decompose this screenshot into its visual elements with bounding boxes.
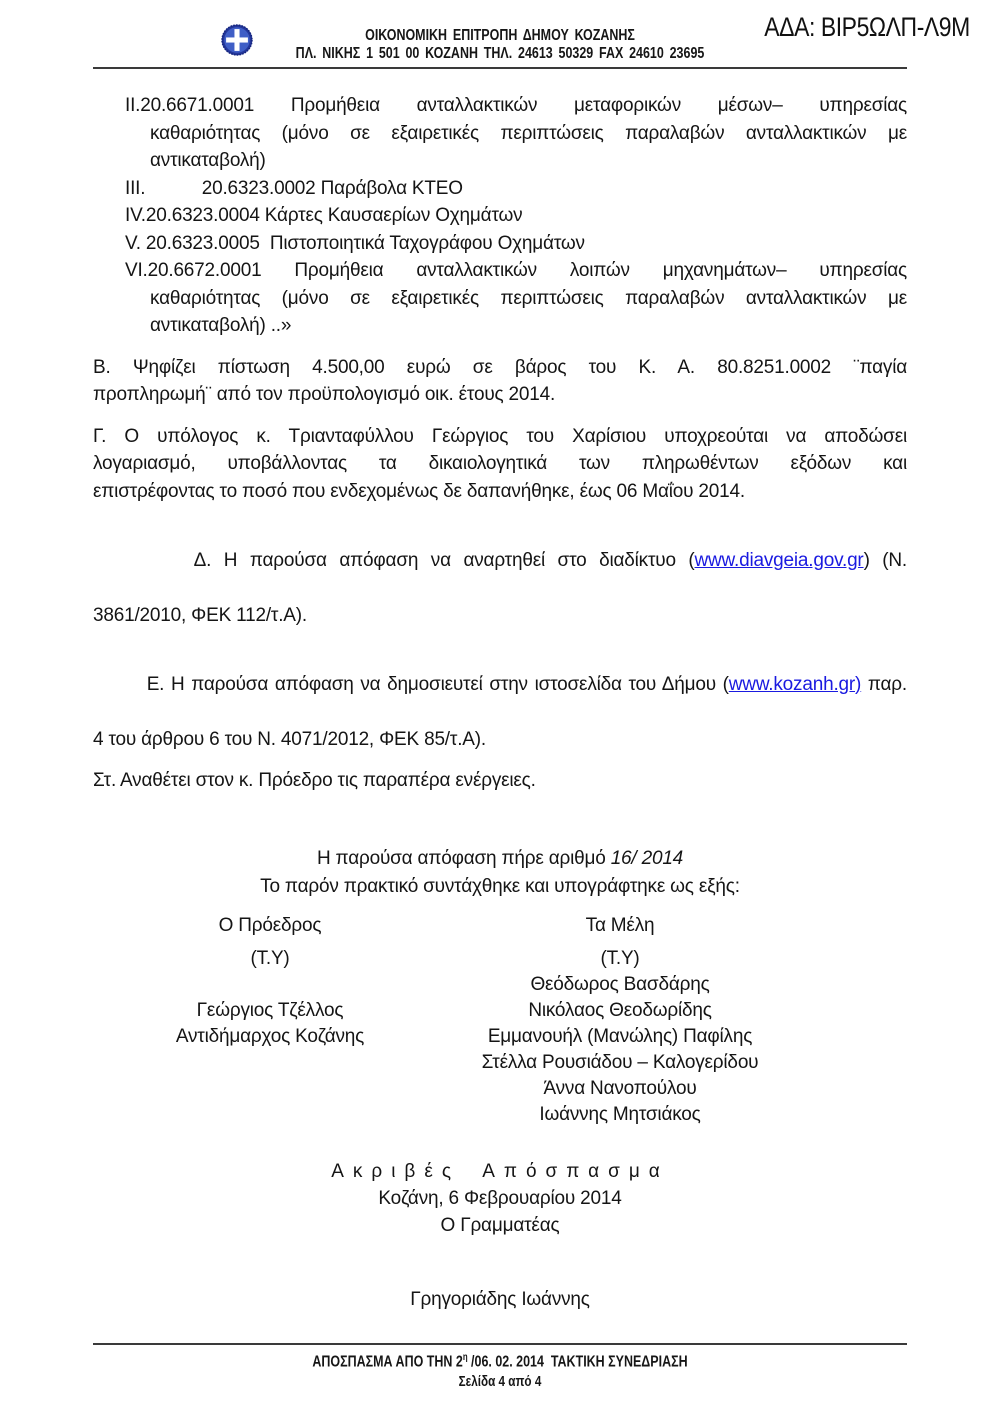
document-body bbox=[93, 92, 907, 1313]
members-list bbox=[400, 972, 840, 1128]
president-title: Ο Πρόεδρος bbox=[218, 914, 322, 936]
president-role: Αντιδήμαρχος Κοζάνης bbox=[175, 1025, 365, 1047]
decision-number-line: Η παρούσα απόφαση πήρε αριθμό 16/ 2014 bbox=[316, 847, 684, 869]
decision-signed-line: Το παρόν πρακτικό συντάχθηκε και υπογράφτηκε ως εξής: bbox=[260, 875, 740, 897]
org-address: ΠΛ. ΝΙΚΗΣ 1 501 00 ΚΟΖΑΝΗ ΤΗΛ. 24613 50329 FAX 24610 23695 bbox=[295, 45, 705, 62]
diavgeia-link[interactable]: www.diavgeia.gov.gr bbox=[694, 549, 864, 571]
decision-statement bbox=[93, 845, 907, 901]
list-item-v: V. 20.6323.0005 Πιστοποιητικά Ταχογράφου Οχημάτων bbox=[125, 232, 585, 254]
page-footer bbox=[0, 1347, 1000, 1392]
paragraph-d: Δ. Η παρούσα απόφαση να αναρτηθεί στο διαδίκτυο (www.diavgeia.gov.gr) (Ν. 3861/2010, ΦΕΚ 112/τ.Α). bbox=[93, 549, 907, 626]
paragraph-c: Γ. Ο υπόλογος κ. Τριανταφύλλου Γεώργιος του Χαρίσιου υποχρεούται να αποδώσει λογαριασμό, υποβάλλοντας τα δικαιολογητικά των πληρωθέντων εξόδων και επιστρέφοντας το ποσό που ενδεχομένως δε δαπανήθηκε, έως 06 Μαΐου 2014. bbox=[93, 425, 907, 502]
member-name: Ιωάννης Μητσιάκος bbox=[539, 1103, 701, 1125]
president-column bbox=[93, 913, 447, 1128]
member-name: Στέλλα Ρουσιάδου – Καλογερίδου bbox=[481, 1051, 759, 1073]
paragraph-d-text: Δ. Η παρούσα απόφαση να αναρτηθεί στο διαδίκτυο ( bbox=[193, 549, 695, 571]
ada-code: ΑΔΑ: ΒΙΡ5ΩΛΠ-Λ9Μ bbox=[764, 12, 970, 42]
president-seal-mark: (Τ.Υ) bbox=[250, 947, 290, 969]
members-column bbox=[400, 913, 840, 1128]
kozanh-link[interactable]: www.kozanh.gr) bbox=[728, 673, 862, 695]
secretary-name: Γρηγοριάδης Ιωάννης bbox=[410, 1288, 590, 1310]
paragraph-b: Β. Ψηφίζει πίστωση 4.500,00 ευρώ σε βάρος του Κ. Α. 80.8251.0002 ¨παγία προπληρωμή¨ από τον προϋπολογισμό οικ. έτους 2014. bbox=[93, 356, 907, 405]
paragraph-d-text-after: ) (Ν. bbox=[863, 549, 907, 571]
closing-block bbox=[93, 1158, 907, 1239]
letterhead bbox=[0, 27, 1000, 63]
member-name: Άννα Νανοπούλου bbox=[543, 1077, 697, 1099]
list-item-iv: ΙV.20.6323.0004 Κάρτες Καυσαερίων Οχημάτων bbox=[125, 205, 523, 226]
org-title: ΟΙΚΟΝΟΜΙΚΗ ΕΠΙΤΡΟΠΗ ΔΗΜΟΥ ΚΟΖΑΝΗΣ bbox=[365, 27, 635, 44]
footer-page-number: Σελίδα 4 από 4 bbox=[458, 1373, 542, 1391]
members-title: Τα Μέλη bbox=[585, 914, 655, 936]
member-name: Εμμανουήλ (Μανώλης) Παφίλης bbox=[487, 1025, 753, 1047]
member-name: Θεόδωρος Βασδάρης bbox=[530, 973, 710, 995]
exact-copy-label: Ακριβές Απόσπασμα bbox=[331, 1160, 669, 1182]
paragraph-st: Στ. Αναθέτει στον κ. Πρόεδρο τις παραπέρα ενέργειες. bbox=[93, 770, 536, 791]
member-name: Νικόλαος Θεοδωρίδης bbox=[528, 999, 712, 1021]
decision-number: 16/ 2014 bbox=[610, 847, 684, 869]
list-item-iii: ΙΙΙ. 20.6323.0002 Παράβολα ΚΤΕΟ bbox=[125, 177, 463, 199]
header-divider bbox=[93, 67, 907, 69]
footer-session-line: ΑΠΟΣΠΑΣΜΑ ΑΠΟ ΤΗΝ $2^\eta$ /06. 02. 2014 ΤΑΚΤΙΚΗ ΣΥΝΕΔΡΙΑΣΗ bbox=[312, 1352, 688, 1371]
list-item-vi: VΙ.20.6672.0001 Προμήθεια ανταλλακτικών λοιπών μηχανημάτων– υπηρεσίας καθαριότητας (μόνο σε εξαιρετικές περιπτώσεις παραλαβών ανταλλακτικών με αντικαταβολή) ..» bbox=[125, 260, 907, 336]
place-date: Κοζάνη, 6 Φεβρουαρίου 2014 bbox=[378, 1187, 622, 1209]
paragraph-e-text-after: παρ. bbox=[861, 673, 907, 695]
paragraph-e: Ε. Η παρούσα απόφαση να δημοσιευτεί στην ιστοσελίδα του Δήμου (www.kozanh.gr) παρ. 4 του άρθρου 6 του Ν. 4071/2012, ΦΕΚ 85/τ.Α). bbox=[93, 673, 907, 750]
members-seal-mark: (Τ.Υ) bbox=[600, 947, 640, 969]
president-name: Γεώργιος Τζέλλος bbox=[196, 999, 344, 1021]
secretary-title: Ο Γραμματέας bbox=[440, 1214, 560, 1236]
list-item-ii: ΙΙ.20.6671.0001 Προμήθεια ανταλλακτικών μεταφορικών μέσων– υπηρεσίας καθαριότητας (μόνο σε εξαιρετικές περιπτώσεις παραλαβών ανταλλακτικών με αντικαταβολή) bbox=[125, 95, 907, 171]
footer-divider bbox=[93, 1343, 907, 1345]
paragraph-e-text: Ε. Η παρούσα απόφαση να δημοσιευτεί στην ιστοσελίδα του Δήμου ( bbox=[146, 673, 729, 695]
signatures-section bbox=[93, 913, 907, 1128]
